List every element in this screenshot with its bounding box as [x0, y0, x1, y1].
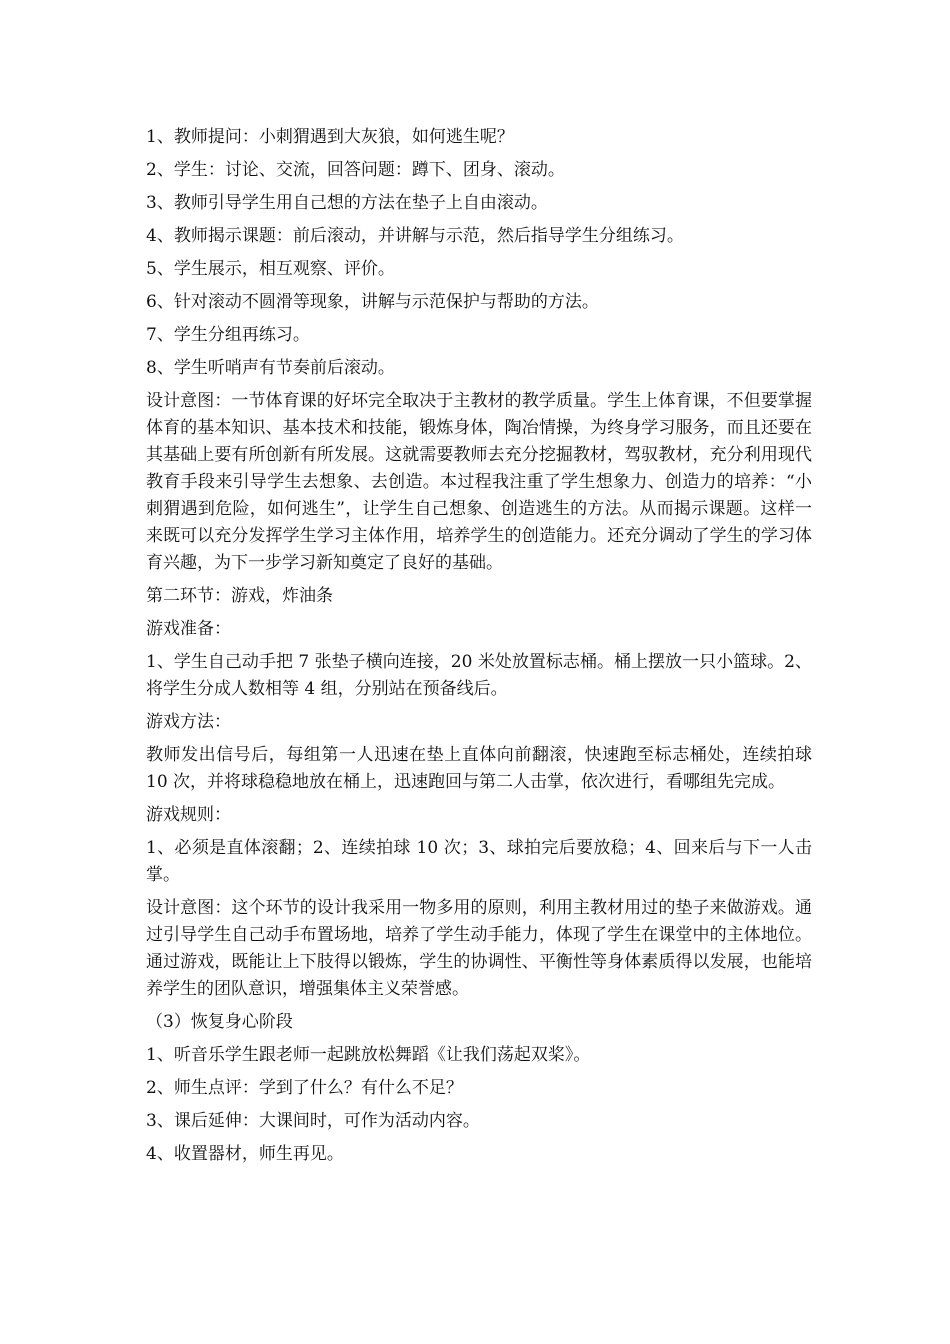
whistle-rolling-step: 8、学生听哨声有节奏前后滚动。 [146, 358, 395, 378]
game-rules-heading: 游戏规则： [146, 805, 231, 825]
relaxation-dance-step: 1、听音乐学生跟老师一起跳放松舞蹈《让我们荡起双桨》。 [146, 1045, 591, 1065]
protection-demo-step: 6、针对滚动不圆滑等现象，讲解与示范保护与帮助的方法。 [146, 292, 599, 312]
presentation-step: 5、学生展示，相互观察、评价。 [146, 259, 395, 279]
design-intent-paragraph-2: 设计意图：这个环节的设计我采用一物多用的原则，利用主教材用过的垫子来做游戏。通过引导学生自己动手布置场地，培养了学生动手能力，体现了学生在课堂中的主体地位。通过游戏，既能让上下肢得以锻炼，学生的协调性、平衡性等身体素质得以发展，也能培养学生的团队意识，增强集体主义荣誉感。 [146, 898, 812, 999]
game-method-text: 教师发出信号后，每组第一人迅速在垫上直体向前翻滚，快速跑至标志桶处，连续拍球 10 次，并将球稳稳地放在桶上，迅速跑回与第二人击掌，依次进行，看哪组先完成。 [146, 745, 812, 792]
discussion-step: 2、学生：讨论、交流，回答问题：蹲下、团身、滚动。 [146, 160, 565, 180]
extension-step: 3、课后延伸：大课间时，可作为活动内容。 [146, 1111, 480, 1131]
game-rules-text: 1、必须是直体滚翻；2、连续拍球 10 次；3、球拍完后要放稳；4、回来后与下一人击掌。 [146, 838, 812, 885]
closing-step: 4、收置器材，师生再见。 [146, 1144, 344, 1164]
question-step: 1、教师提问：小刺猬遇到大灰狼，如何逃生呢？ [146, 127, 514, 147]
game-preparation-heading: 游戏准备： [146, 619, 231, 639]
design-intent-paragraph-1: 设计意图：一节体育课的好坏完全取决于主教材的教学质量。学生上体育课，不但要掌握体育的基本知识、基本技术和技能，锻炼身体，陶冶情操，为终身学习服务，而且还要在其基础上要有所创新有所发展。这就需要教师去充分挖掘教材，驾驭教材，充分利用现代教育手段来引导学生去想象、去创造。本过程我注重了学生想象力、创造力的培养：“小刺猬遇到危险，如何逃生”，让学生自己想象、创造逃生的方法。从而揭示课题。这样一来既可以充分发挥学生学习主体作用，培养学生的创造能力。还充分调动了学生的学习体育兴趣，为下一步学习新知奠定了良好的基础。 [146, 391, 812, 573]
document-body [146, 124, 812, 1174]
free-rolling-step: 3、教师引导学生用自己想的方法在垫子上自由滚动。 [146, 193, 548, 213]
topic-reveal-step: 4、教师揭示课题：前后滚动，并讲解与示范，然后指导学生分组练习。 [146, 226, 684, 246]
group-practice-step: 7、学生分组再练习。 [146, 325, 310, 345]
game-method-heading: 游戏方法： [146, 712, 231, 732]
review-step: 2、师生点评：学到了什么？有什么不足？ [146, 1078, 463, 1098]
recovery-stage-heading: （3）恢复身心阶段 [146, 1012, 293, 1032]
game-preparation-text: 1、学生自己动手把 7 张垫子横向连接，20 米处放置标志桶。桶上摆放一只小篮球。2、将学生分成人数相等 4 组，分别站在预备线后。 [146, 652, 812, 699]
section-heading-game: 第二环节：游戏，炸油条 [146, 586, 333, 606]
